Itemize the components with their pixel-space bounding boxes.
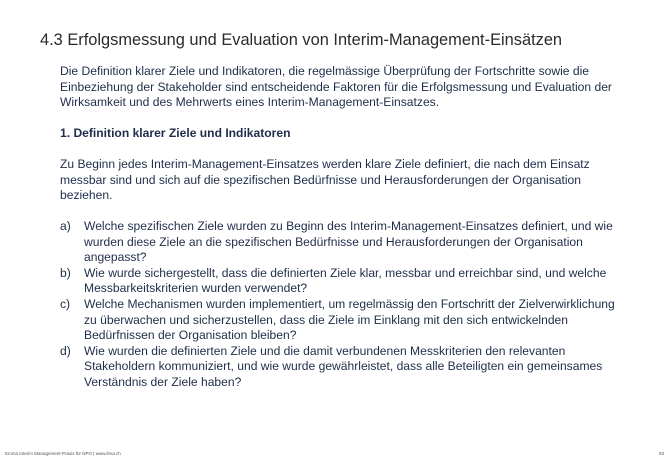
question-text: Welche Mechanismen wurden implementiert, um regelmässig den Fortschritt der Zielverwirklichung zu überwachen und sicherzustellen, dass die Ziele im Einklang mit den sich entwickelnden Bedürfnissen der Organisation bleiben?	[84, 296, 615, 343]
section-heading: 1. Definition klarer Ziele und Indikatoren	[60, 126, 291, 140]
list-marker: a)	[60, 219, 71, 233]
question-text: Wie wurde sichergestellt, dass die definierten Ziele klar, messbar und erreichbar sind, und welche Messbarkeitskriterien wurden verwendet?	[84, 265, 607, 296]
question-item-c	[60, 297, 620, 344]
list-marker: b)	[60, 265, 71, 280]
list-marker: d)	[60, 343, 71, 358]
footer-source: Emma Interim Management-Praxis für NPO | www.ilma.ch	[5, 451, 121, 456]
page-number: 83	[658, 451, 664, 456]
question-text: Welche spezifischen Ziele wurden zu Beginn des Interim-Management-Einsatzes definiert, und wie wurden diese Ziele an die spezifischen Bedürfnisse und Herausforderungen der Organisation angepasst?	[84, 219, 613, 265]
question-item-d	[60, 344, 620, 391]
list-marker: c)	[60, 296, 71, 311]
question-item-b	[60, 266, 620, 297]
page-title: 4.3 Erfolgsmessung und Evaluation von Interim-Management-Einsätzen	[40, 31, 563, 49]
question-list	[60, 219, 620, 391]
intro-paragraph: Die Definition klarer Ziele und Indikatoren, die regelmässige Überprüfung der Fortschritte sowie die Einbeziehung der Stakeholder sind entscheidende Faktoren für die Erfolgsmessung und Evaluation der Wirksamkeit und des Mehrwerts eines Interim-Management-Einsatzes.	[60, 64, 612, 110]
section-paragraph: Zu Beginn jedes Interim-Management-Einsatzes werden klare Ziele definiert, die nach dem Einsatz messbar sind und sich auf die spezifischen Bedürfnisse und Herausforderungen der Organisation beziehen.	[60, 157, 590, 203]
question-text: Wie wurden die definierten Ziele und die damit verbundenen Messkriterien den relevanten Stakeholdern kommuniziert, und wie wurde gewährleistet, dass alle Beteiligten ein gemeinsames Verständnis der Ziele haben?	[84, 343, 603, 389]
question-item-a	[60, 219, 620, 266]
